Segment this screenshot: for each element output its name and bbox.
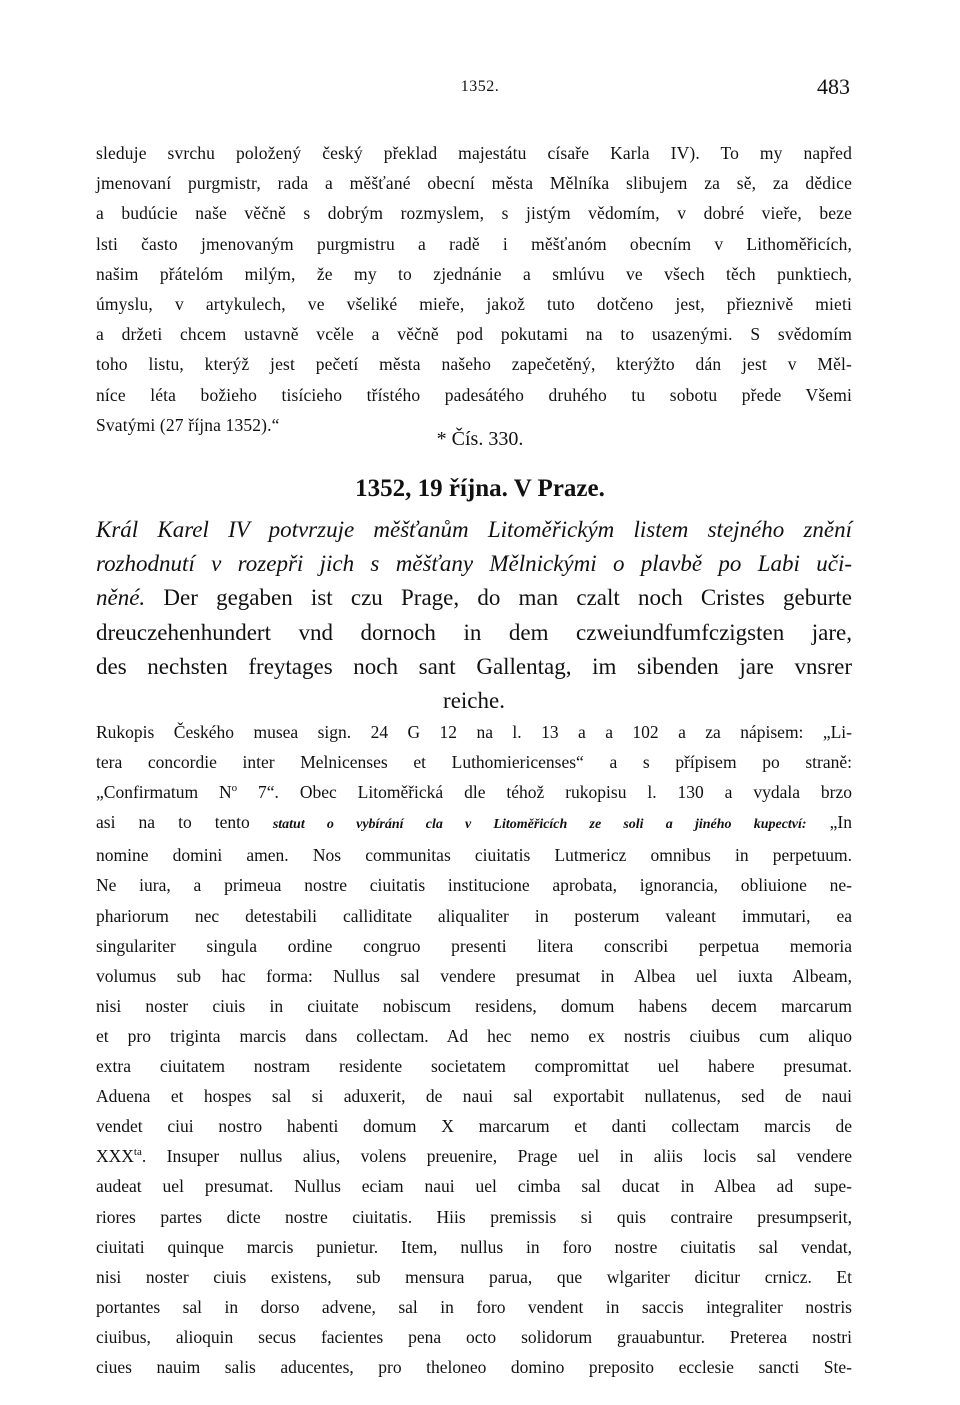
text-line: toho listu, kterýž jest pečetí města našeho zapečetěný, kterýžto dán jest v Měl-	[96, 354, 852, 375]
regest-line	[96, 581, 852, 615]
text-line: volumus sub hac forma: Nullus sal vendere presumat in Albea uel iuxta Albeam,	[96, 965, 852, 986]
italic-title: statut o vybírání cla v Litoměřicích ze soli a jiného kupectví:	[272, 817, 807, 833]
text-line: nisi noster ciuis in ciuitate nobiscum residens, domum habens decem marcarum	[96, 995, 852, 1016]
text-line: nomine domini amen. Nos communitas ciuitatis Lutmericz omnibus in perpetuum.	[96, 845, 852, 866]
regest-line: dreuczehenhundert vnd dornoch in dem czweiundfumfczigsten jare,	[96, 619, 852, 645]
text-line	[96, 1141, 852, 1171]
text-line	[96, 807, 852, 840]
document-date-place: 1352, 19 října. V Praze.	[355, 475, 605, 502]
text-fragment: „Confirmatum N	[96, 782, 232, 803]
text-line: a držeti chcem ustavně vcěle a věčně pod pokutami na to usazenými. S svědomím	[96, 324, 852, 345]
regest-italic-fragment: něné.	[96, 585, 146, 611]
text-line: našim přátelóm milým, že my to zjednánie a smlúvu ve všech těch punktiech,	[96, 263, 852, 284]
text-line: Ne iura, a primeua nostre ciuitatis institucione aprobata, ignorancia, obliuione ne-	[96, 875, 852, 896]
superscript: o	[231, 782, 238, 795]
text-fragment: „In	[806, 812, 852, 833]
text-line: ciues nauim salis aducentes, pro theloneo domino preposito ecclesie sancti Ste-	[96, 1356, 852, 1377]
page-number: 483	[817, 74, 850, 99]
text-line: tera concordie inter Melnicenses et Luthomiericenses“ a s přípisem po straně:	[96, 752, 852, 773]
text-line: riores partes dicte nostre ciuitatis. Hiis premissis si quis contraire presumpserit,	[96, 1206, 852, 1227]
regest-line: des nechsten freytages noch sant Gallentag, im sibenden jare vnsrer	[96, 653, 852, 679]
text-fragment: asi na to tento	[96, 812, 273, 833]
regest-line: rozhodnutí v rozepři jich s měšťany Mělnickými o plavbě po Labi uči-	[96, 551, 852, 577]
text-fragment: . Insuper nullus alius, volens preuenire, Prage uel in aliis locis sal vendere	[141, 1146, 852, 1167]
text-line: Svatými (27 října 1352).“	[96, 414, 280, 435]
manuscript-note-paragraph	[96, 717, 852, 1382]
text-line: ciuibus, alioquin secus facientes pena octo solidorum grauabuntur. Preterea nostri	[96, 1326, 852, 1347]
text-line: nisi noster ciuis existens, sub mensura parua, que wlgariter dicitur crnicz. Et	[96, 1266, 852, 1287]
regest-text-fragment: Der gegaben ist czu Prage, do man czalt noch Cristes geburte	[145, 585, 852, 611]
text-line: singulariter singula ordine congruo presenti litera conscribi perpetua memoria	[96, 935, 852, 956]
text-line: úmyslu, v artykulech, ve všeliké mieře, jakož tuto dotčeno jest, přieznivě mieti	[96, 294, 852, 315]
text-line: phariorum nec detestabili calliditate aliqualiter in posterum valeant immutari, ea	[96, 905, 852, 926]
text-line: a budúcie naše věčně s dobrým rozmyslem, s jistým vědomím, v dobré vieře, beze	[96, 203, 852, 224]
text-line: Rukopis Českého musea sign. 24 G 12 na l. 13 a a 102 a za nápisem: „Li-	[96, 722, 852, 742]
running-header-year: 1352.	[460, 78, 500, 95]
text-line: sleduje svrchu položený český překlad majestátu císaře Karla IV). To my napřed	[96, 143, 852, 163]
text-line: ciuitati quinque marcis punietur. Item, nullus in foro nostre ciuitatis sal vendat,	[96, 1236, 852, 1257]
text-fragment: 7“. Obec Litoměřická dle téhož rukopisu l. 130 a vydala brzo	[237, 782, 853, 803]
text-fragment: XXX	[96, 1146, 134, 1167]
superscript: ta	[133, 1146, 142, 1159]
text-line: audeat uel presumat. Nullus eciam naui uel cimba sal ducat in Albea ad supe-	[96, 1176, 852, 1197]
text-line: et pro triginta marcis dans collectam. Ad hec nemo ex nostris ciuibus cum aliquo	[96, 1025, 852, 1046]
document-number: * Čís. 330.	[436, 428, 524, 450]
regest-line: reiche.	[443, 688, 505, 714]
text-line: vendet ciui nostro habenti domum X marcarum et danti collectam marcis de	[96, 1116, 852, 1137]
text-line: extra ciuitatem nostram residente societatem compromittat uel habere presumat.	[96, 1056, 852, 1077]
regest-paragraph	[96, 513, 852, 718]
text-line	[96, 777, 852, 807]
text-line: Aduena et hospes sal si aduxerit, de naui sal exportabit nullatenus, sed de naui	[96, 1086, 852, 1107]
text-line: níce léta božieho tisícieho třístého padesátého druhého tu sobotu přede Všemi	[96, 384, 852, 405]
regest-line: Král Karel IV potvrzuje měšťanům Litoměřickým listem stejného znění	[96, 517, 852, 542]
text-line: jmenovaní purgmistr, rada a měšťané obecní města Mělníka slibujem za sě, za dědice	[96, 173, 852, 194]
text-line: lsti často jmenovaným purgmistru a radě i měšťanóm obecním v Lithoměřicích,	[96, 233, 852, 254]
czech-translation-paragraph	[96, 138, 852, 440]
text-line: portantes sal in dorso advene, sal in foro vendent in saccis integraliter nostris	[96, 1296, 852, 1317]
